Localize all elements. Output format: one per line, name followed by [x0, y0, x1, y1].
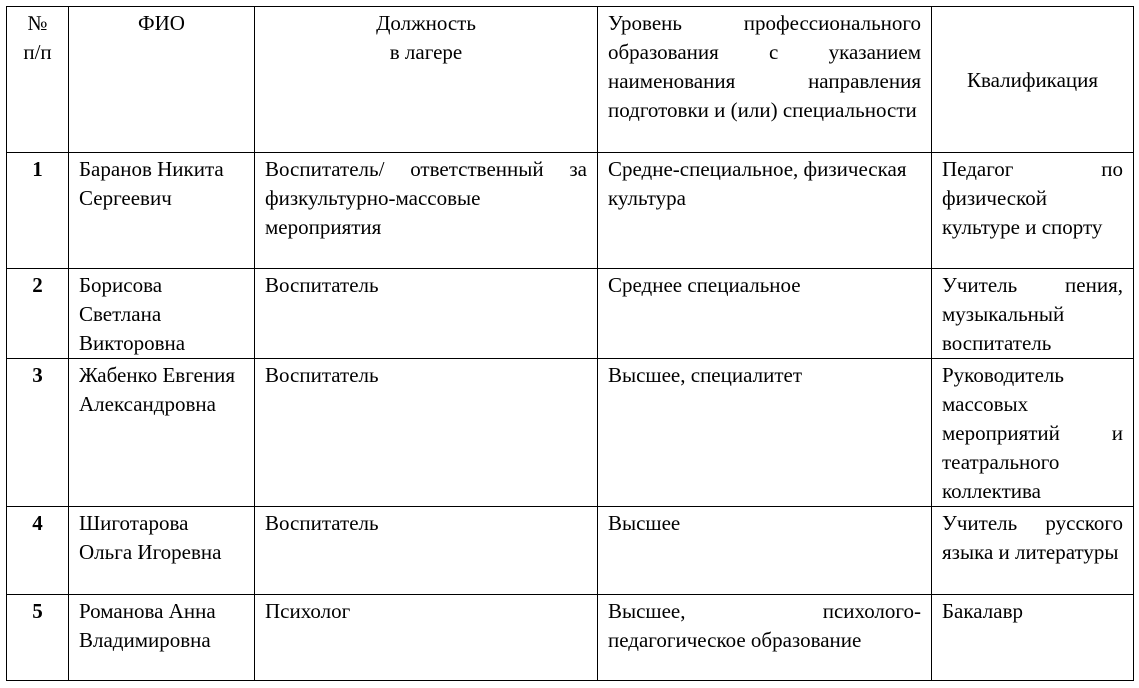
row-position: Воспитатель/ ответственный за физкультурно-массовые мероприятия [255, 153, 598, 269]
row-position: Воспитатель [255, 507, 598, 595]
header-num-abbr: п/п [23, 40, 52, 64]
row-number: 4 [7, 507, 69, 595]
row-qualification: Педагог по физической культуре и спорту [932, 153, 1134, 269]
row-qualification: Бакалавр [932, 595, 1134, 681]
table-row [7, 359, 1134, 507]
row-position: Воспитатель [255, 359, 598, 507]
header-name: ФИО [69, 7, 255, 153]
row-education: Среднее специальное [598, 269, 932, 359]
table-row [7, 153, 1134, 269]
row-number: 5 [7, 595, 69, 681]
row-name: Романова Анна Владимировна [69, 595, 255, 681]
header-qualification: Квалификация [932, 7, 1134, 153]
row-education: Средне-специальное, физическая культура [598, 153, 932, 269]
row-education: Высшее, специалитет [598, 359, 932, 507]
row-position: Психолог [255, 595, 598, 681]
row-name: Баранов Никита Сергеевич [69, 153, 255, 269]
table-row [7, 269, 1134, 359]
row-education: Высшее, психолого-педагогическое образование [598, 595, 932, 681]
row-name: Борисова Светлана Викторовна [69, 269, 255, 359]
row-number: 1 [7, 153, 69, 269]
header-num [7, 7, 69, 153]
row-name: Жабенко Евгения Александровна [69, 359, 255, 507]
header-education-level: Уровень профессионального образования с указанием наименования направления подготовки и (или) специальности [598, 7, 932, 153]
row-position: Воспитатель [255, 269, 598, 359]
table-row [7, 595, 1134, 681]
header-position-line2: в лагере [389, 40, 463, 64]
row-education: Высшее [598, 507, 932, 595]
header-position [255, 7, 598, 153]
row-qualification: Учитель пения, музыкальный воспитатель [932, 269, 1134, 359]
staff-table [6, 6, 1134, 681]
row-number: 3 [7, 359, 69, 507]
row-name: Шиготарова Ольга Игоревна [69, 507, 255, 595]
row-number: 2 [7, 269, 69, 359]
header-row [7, 7, 1134, 153]
header-position-line1: Должность [376, 11, 476, 35]
row-qualification: Учитель русского языка и литературы [932, 507, 1134, 595]
table-row [7, 507, 1134, 595]
row-qualification: Руководитель массовых мероприятий и театрального коллектива [932, 359, 1134, 507]
header-num-symbol: № [27, 11, 48, 35]
